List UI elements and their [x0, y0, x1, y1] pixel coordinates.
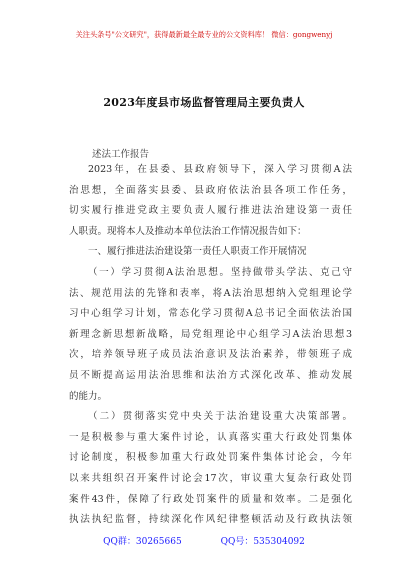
paragraph-line: 治思想，全面落实县委、县政府依法治县各项工作任务， [69, 184, 352, 196]
paragraph-line: 习中心组学习计划，常态化学习贯彻A总书记全面依法治国 [69, 308, 352, 320]
paragraph-line: 次，培养领导班子成员法治意识及法治素养，带领班子成 [69, 349, 352, 361]
paragraph-line: 员不断提高运用法治思维和法治方式深化改革、推动发展 [69, 369, 352, 381]
paragraph-line: 执法执纪监督，持续深化作风纪律整顿活动及行政执法领 [69, 514, 352, 526]
document-title: 2023年度县市场监督管理局主要负责人 [103, 96, 305, 109]
document-subtitle: 述法工作报告 [92, 149, 150, 160]
section-heading: 一、履行推进法治建设第一责任人职责工作开展情况 [88, 246, 307, 258]
paragraph-line: 的能力。 [69, 390, 108, 402]
paragraph-line: 讨论制度，积极参加重大行政处罚案件集体讨论会，今年 [69, 452, 352, 464]
paragraph-line: 2023年，在县委、县政府领导下，深入学习贯彻A法 [88, 164, 352, 175]
paragraph-line: 人职责。现将本人及推动本单位法治工作情况报告如下： [69, 225, 307, 237]
paragraph-line: 法、规范用法的先锋和表率，将A法治思想纳入党组理论学 [69, 287, 352, 299]
paragraph-line: 一是积极参与重大案件讨论，认真落实重大行政处罚集体 [69, 431, 352, 443]
paragraph-line: 以来共组织召开案件讨论会17次，审议重大复杂行政处罚 [69, 472, 352, 484]
qq-group-label: QQ群：30265665 [103, 537, 182, 547]
paragraph-line: （二）贯彻落实党中央关于法治建设重大决策部署。 [88, 411, 352, 423]
document-body [69, 160, 352, 531]
paragraph-line: （一）学习贯彻A法治思想。坚持做带头学法、克己守 [88, 266, 352, 278]
qq-number-label: QQ号：535304092 [220, 537, 305, 547]
contact-footer [0, 534, 408, 547]
paragraph-line: 新理念新思想新战略，局党组理论中心组学习A法治思想3 [69, 328, 352, 340]
promo-banner: 关注头条号"公文研究"，获得最新最全最专业的公文资料库！ 微信：gongwenyj [75, 30, 333, 39]
paragraph-line: 切实履行推进党政主要负责人履行推进法治建设第一责任 [69, 205, 352, 217]
paragraph-line: 案件43件，保障了行政处罚案件的质量和效率。二是强化 [69, 493, 352, 505]
